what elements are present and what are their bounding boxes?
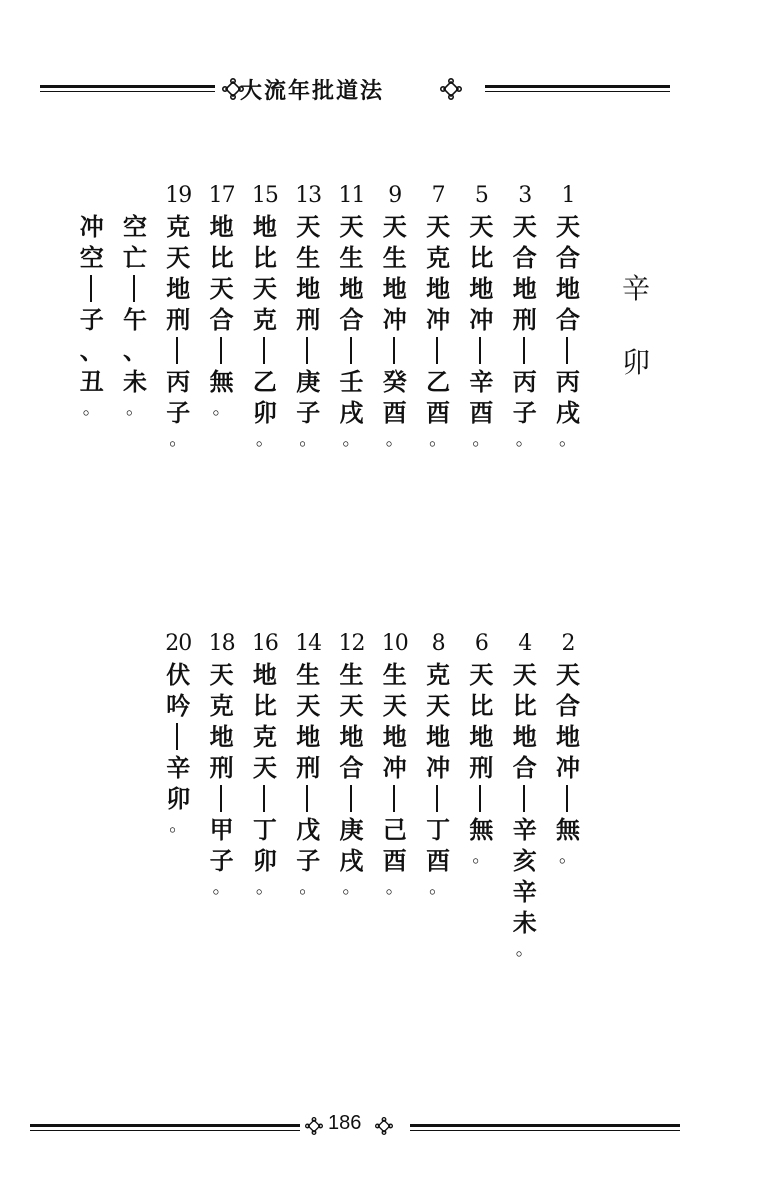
column-char: 刑 bbox=[166, 305, 191, 334]
column-char: 生 bbox=[296, 243, 321, 272]
column-number: 8 bbox=[431, 631, 445, 656]
comma-mark: 、 bbox=[123, 336, 147, 365]
dash-line bbox=[382, 783, 408, 814]
end-mark: 。 bbox=[429, 429, 448, 450]
column-char: 子 bbox=[79, 305, 104, 334]
column-char: 酉 bbox=[469, 398, 494, 427]
rule-column bbox=[382, 180, 408, 452]
column-char: 丙 bbox=[166, 367, 191, 396]
end-mark: 。 bbox=[255, 877, 274, 898]
ganzhi-char: 辛 bbox=[621, 272, 650, 305]
column-char: 比 bbox=[469, 691, 494, 720]
column-char: 地 bbox=[426, 722, 451, 751]
column-char: 冲 bbox=[556, 753, 580, 782]
column-char: 地 bbox=[382, 722, 407, 751]
knot-ornament-icon bbox=[375, 1117, 393, 1135]
column-char: 冲 bbox=[382, 753, 407, 782]
column-char: 天 bbox=[252, 274, 277, 303]
dash-line bbox=[339, 783, 365, 814]
column-char: 地 bbox=[426, 274, 451, 303]
column-char: 克 bbox=[426, 243, 451, 272]
dash-line bbox=[382, 335, 408, 366]
column-char: 地 bbox=[469, 722, 494, 751]
dash-line bbox=[295, 783, 321, 814]
end-mark: 。 bbox=[559, 846, 577, 867]
column-char: 乙 bbox=[426, 367, 451, 396]
end-mark: 。 bbox=[385, 429, 404, 450]
column-char: 無 bbox=[209, 367, 234, 396]
column-char: 比 bbox=[512, 691, 537, 720]
rule-column bbox=[79, 211, 105, 421]
end-mark: 。 bbox=[515, 939, 534, 960]
column-char: 戌 bbox=[556, 398, 580, 427]
column-char: 己 bbox=[382, 815, 407, 844]
column-char: 未 bbox=[123, 367, 147, 396]
column-char: 辛 bbox=[469, 367, 494, 396]
dash-line bbox=[468, 783, 494, 814]
column-char: 生 bbox=[296, 660, 321, 689]
end-mark: 。 bbox=[255, 429, 274, 450]
column-char: 克 bbox=[166, 212, 191, 241]
column-char: 卯 bbox=[252, 398, 277, 427]
page-footer bbox=[30, 1112, 680, 1142]
column-char: 克 bbox=[252, 722, 277, 751]
column-char: 壬 bbox=[339, 367, 364, 396]
column-char: 刑 bbox=[469, 753, 494, 782]
end-mark: 。 bbox=[559, 429, 577, 450]
column-char: 克 bbox=[426, 660, 451, 689]
column-char: 無 bbox=[556, 815, 580, 844]
column-char: 天 bbox=[469, 212, 494, 241]
dash-line bbox=[555, 783, 581, 814]
column-char: 合 bbox=[512, 753, 537, 782]
column-char: 卯 bbox=[166, 784, 191, 813]
column-char: 比 bbox=[469, 243, 494, 272]
column-char: 丙 bbox=[556, 367, 580, 396]
dash-line bbox=[339, 335, 365, 366]
rule-column bbox=[555, 180, 581, 452]
column-char: 丑 bbox=[79, 367, 104, 396]
column-char: 無 bbox=[469, 815, 494, 844]
column-char: 戌 bbox=[339, 398, 364, 427]
end-mark: 。 bbox=[472, 429, 491, 450]
dash-line bbox=[512, 335, 538, 366]
column-char: 冲 bbox=[426, 305, 451, 334]
column-number: 10 bbox=[381, 631, 408, 656]
column-char: 地 bbox=[296, 722, 321, 751]
column-char: 天 bbox=[166, 243, 191, 272]
column-char: 空 bbox=[123, 212, 147, 241]
dash-line bbox=[252, 335, 278, 366]
column-char: 癸 bbox=[382, 367, 407, 396]
rule-column bbox=[468, 180, 494, 452]
rule-column bbox=[209, 180, 235, 421]
column-char: 辛 bbox=[512, 815, 537, 844]
column-char: 吟 bbox=[166, 691, 191, 720]
end-mark: 。 bbox=[385, 877, 404, 898]
column-char: 辛 bbox=[512, 877, 537, 906]
column-char: 酉 bbox=[426, 398, 451, 427]
column-char: 亥 bbox=[512, 846, 537, 875]
column-char: 子 bbox=[512, 398, 537, 427]
column-char: 刑 bbox=[296, 305, 321, 334]
column-char: 甲 bbox=[209, 815, 234, 844]
column-char: 地 bbox=[209, 722, 234, 751]
column-char: 酉 bbox=[382, 846, 407, 875]
column-char: 天 bbox=[339, 691, 364, 720]
rule-column bbox=[339, 628, 365, 900]
column-number: 3 bbox=[518, 183, 532, 208]
column-char: 子 bbox=[296, 846, 321, 875]
column-char: 天 bbox=[512, 660, 537, 689]
end-mark: 。 bbox=[169, 429, 188, 450]
column-char: 地 bbox=[166, 274, 191, 303]
rule-column bbox=[295, 180, 321, 452]
dash-line bbox=[555, 335, 581, 366]
rule-column bbox=[252, 180, 278, 452]
end-mark: 。 bbox=[126, 398, 144, 419]
column-number: 13 bbox=[295, 183, 322, 208]
column-char: 午 bbox=[123, 305, 147, 334]
column-char: 庚 bbox=[339, 815, 364, 844]
column-char: 戊 bbox=[296, 815, 321, 844]
column-char: 合 bbox=[512, 243, 537, 272]
column-char: 天 bbox=[512, 212, 537, 241]
knot-ornament-icon bbox=[305, 1117, 323, 1135]
header-title: 大流年批道法 bbox=[240, 78, 385, 104]
end-mark: 。 bbox=[82, 398, 101, 419]
column-char: 合 bbox=[556, 243, 580, 272]
column-char: 天 bbox=[339, 212, 364, 241]
rule-column bbox=[252, 628, 278, 900]
dash-line bbox=[252, 783, 278, 814]
dash-line bbox=[122, 273, 148, 304]
column-char: 天 bbox=[556, 660, 580, 689]
column-number: 1 bbox=[561, 183, 575, 208]
ganzhi-heading bbox=[620, 252, 652, 400]
column-char: 子 bbox=[296, 398, 321, 427]
column-char: 生 bbox=[339, 243, 364, 272]
rule-column bbox=[512, 628, 538, 962]
column-number: 16 bbox=[251, 631, 278, 656]
column-char: 地 bbox=[512, 722, 537, 751]
end-mark: 。 bbox=[342, 877, 361, 898]
column-number: 9 bbox=[388, 183, 402, 208]
end-mark: 。 bbox=[299, 877, 318, 898]
dash-line bbox=[295, 335, 321, 366]
rule-column bbox=[468, 628, 494, 869]
rule-column bbox=[425, 628, 451, 900]
column-char: 辛 bbox=[166, 753, 191, 782]
dash-line bbox=[165, 335, 191, 366]
column-char: 合 bbox=[209, 305, 234, 334]
column-number: 12 bbox=[338, 631, 365, 656]
end-mark: 。 bbox=[212, 877, 231, 898]
column-char: 克 bbox=[209, 691, 234, 720]
dash-line bbox=[79, 273, 105, 304]
dash-line bbox=[209, 335, 235, 366]
column-char: 丁 bbox=[426, 815, 451, 844]
column-char: 生 bbox=[382, 660, 407, 689]
column-number: 20 bbox=[165, 631, 192, 656]
column-char: 空 bbox=[79, 243, 104, 272]
rule-column bbox=[295, 628, 321, 900]
column-char: 地 bbox=[252, 212, 277, 241]
column-char: 酉 bbox=[426, 846, 451, 875]
rule-column bbox=[425, 180, 451, 452]
column-char: 酉 bbox=[382, 398, 407, 427]
column-number: 15 bbox=[251, 183, 278, 208]
rule-column bbox=[382, 628, 408, 900]
column-number: 7 bbox=[431, 183, 445, 208]
end-mark: 。 bbox=[212, 398, 231, 419]
column-char: 冲 bbox=[469, 305, 494, 334]
end-mark: 。 bbox=[472, 846, 491, 867]
column-char: 刑 bbox=[209, 753, 234, 782]
rule-column bbox=[339, 180, 365, 452]
column-char: 克 bbox=[252, 305, 277, 334]
column-char: 比 bbox=[209, 243, 234, 272]
column-char: 卯 bbox=[252, 846, 277, 875]
column-char: 戌 bbox=[339, 846, 364, 875]
column-char: 合 bbox=[556, 691, 580, 720]
rule-column bbox=[512, 180, 538, 452]
column-char: 地 bbox=[382, 274, 407, 303]
column-char: 子 bbox=[166, 398, 191, 427]
column-char: 未 bbox=[512, 908, 537, 937]
column-char: 地 bbox=[469, 274, 494, 303]
column-char: 丙 bbox=[512, 367, 537, 396]
column-char: 合 bbox=[339, 753, 364, 782]
column-number: 18 bbox=[208, 631, 235, 656]
comma-mark: 、 bbox=[79, 336, 104, 365]
end-mark: 。 bbox=[169, 815, 188, 836]
column-char: 天 bbox=[382, 212, 407, 241]
column-char: 天 bbox=[426, 691, 451, 720]
column-char: 比 bbox=[252, 243, 277, 272]
end-mark: 。 bbox=[342, 429, 361, 450]
column-char: 丁 bbox=[252, 815, 277, 844]
column-char: 冲 bbox=[382, 305, 407, 334]
column-char: 刑 bbox=[296, 753, 321, 782]
column-char: 地 bbox=[252, 660, 277, 689]
column-number: 2 bbox=[561, 631, 575, 656]
column-char: 乙 bbox=[252, 367, 277, 396]
end-mark: 。 bbox=[515, 429, 534, 450]
rule-column bbox=[209, 628, 235, 900]
rule-column bbox=[122, 211, 148, 421]
column-number: 4 bbox=[518, 631, 532, 656]
column-char: 地 bbox=[209, 212, 234, 241]
column-number: 19 bbox=[165, 183, 192, 208]
dash-line bbox=[165, 721, 191, 752]
rule-column bbox=[165, 628, 191, 838]
column-char: 天 bbox=[252, 753, 277, 782]
column-char: 地 bbox=[556, 722, 580, 751]
column-char: 地 bbox=[339, 722, 364, 751]
column-number: 5 bbox=[474, 183, 488, 208]
end-mark: 。 bbox=[429, 877, 448, 898]
column-char: 合 bbox=[339, 305, 364, 334]
knot-ornament-icon bbox=[440, 78, 462, 100]
column-char: 冲 bbox=[79, 212, 104, 241]
column-char: 地 bbox=[296, 274, 321, 303]
column-char: 冲 bbox=[426, 753, 451, 782]
dash-line bbox=[512, 783, 538, 814]
column-char: 天 bbox=[296, 691, 321, 720]
column-char: 天 bbox=[426, 212, 451, 241]
ganzhi-char: 卯 bbox=[621, 346, 650, 379]
column-char: 庚 bbox=[296, 367, 321, 396]
dash-line bbox=[425, 783, 451, 814]
column-char: 刑 bbox=[512, 305, 537, 334]
column-char: 天 bbox=[556, 212, 580, 241]
column-char: 天 bbox=[209, 660, 234, 689]
column-number: 14 bbox=[295, 631, 322, 656]
dash-line bbox=[468, 335, 494, 366]
dash-line bbox=[425, 335, 451, 366]
column-char: 生 bbox=[339, 660, 364, 689]
column-char: 天 bbox=[382, 691, 407, 720]
column-char: 天 bbox=[296, 212, 321, 241]
column-number: 11 bbox=[338, 183, 365, 208]
dash-line bbox=[209, 783, 235, 814]
column-char: 天 bbox=[209, 274, 234, 303]
column-char: 地 bbox=[512, 274, 537, 303]
column-char: 地 bbox=[339, 274, 364, 303]
column-char: 合 bbox=[556, 305, 580, 334]
column-char: 天 bbox=[469, 660, 494, 689]
column-char: 伏 bbox=[166, 660, 191, 689]
column-number: 17 bbox=[208, 183, 235, 208]
column-char: 亡 bbox=[123, 243, 147, 272]
page-header bbox=[40, 76, 670, 106]
column-char: 生 bbox=[382, 243, 407, 272]
rule-column bbox=[165, 180, 191, 452]
column-char: 比 bbox=[252, 691, 277, 720]
column-char: 地 bbox=[556, 274, 580, 303]
column-number: 6 bbox=[474, 631, 488, 656]
column-char: 子 bbox=[209, 846, 234, 875]
page-number: 186 bbox=[328, 1112, 362, 1134]
rule-column bbox=[555, 628, 581, 869]
ganzhi-text bbox=[620, 252, 652, 400]
end-mark: 。 bbox=[299, 429, 318, 450]
